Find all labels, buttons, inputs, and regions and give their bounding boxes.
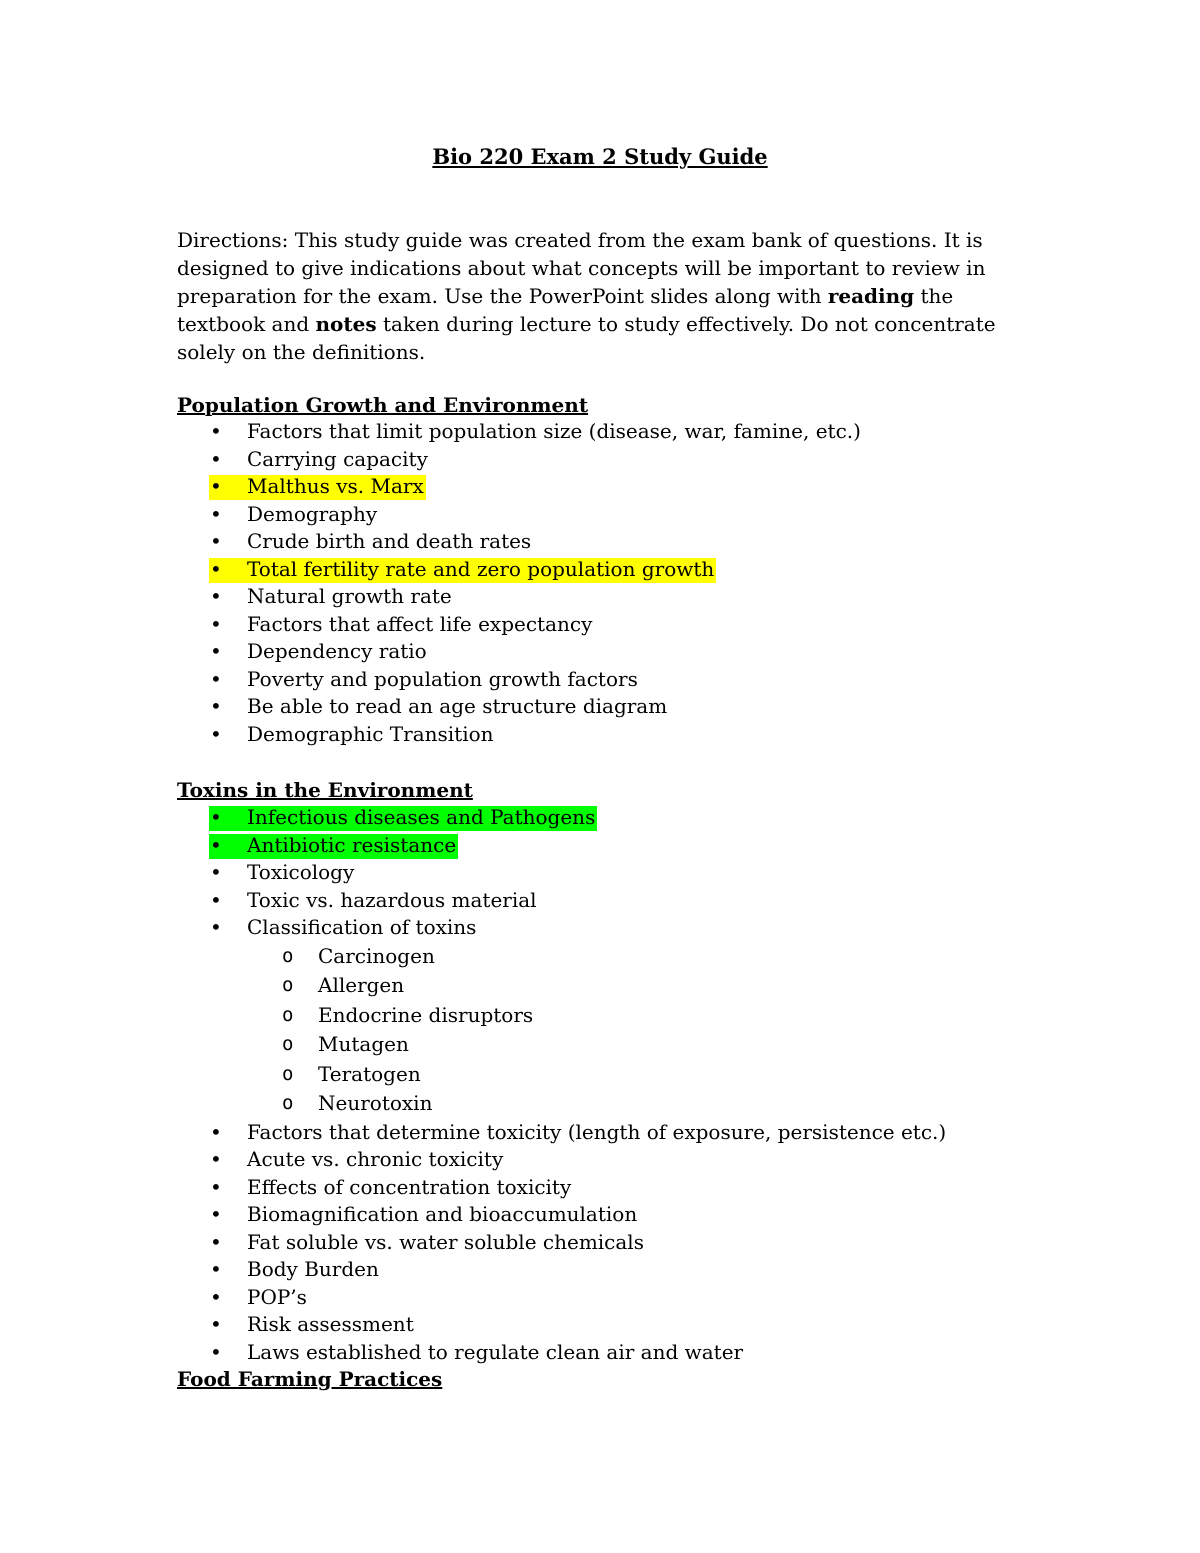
bullet-icon: • bbox=[210, 721, 222, 746]
list-item-text: Antibiotic resistance bbox=[247, 832, 457, 857]
bullet-icon: • bbox=[210, 529, 222, 553]
toxins-topic-list bbox=[0, 804, 946, 1366]
list-item bbox=[0, 556, 861, 584]
bullet-icon: • bbox=[210, 1339, 222, 1364]
list-item bbox=[0, 1174, 946, 1202]
section-heading-toxins: Toxins in the Environment bbox=[177, 778, 473, 802]
section-heading-population: Population Growth and Environment bbox=[177, 393, 589, 417]
list-item bbox=[0, 418, 861, 446]
list-item bbox=[0, 721, 861, 749]
list-item-text: Carcinogen bbox=[318, 943, 435, 968]
page-title: Bio 220 Exam 2 Study Guide bbox=[432, 144, 768, 169]
list-item bbox=[0, 638, 861, 666]
bullet-icon: • bbox=[210, 860, 222, 884]
list-item-text: Acute vs. chronic toxicity bbox=[247, 1147, 504, 1171]
bullet-icon: • bbox=[210, 1312, 222, 1336]
bullet-icon: • bbox=[210, 556, 222, 581]
list-item-text: Dependency ratio bbox=[247, 639, 427, 663]
list-item-text: Be able to read an age structure diagram bbox=[247, 694, 668, 718]
list-item-text: Body Burden bbox=[247, 1257, 379, 1281]
population-topic-list bbox=[0, 418, 861, 748]
bullet-icon: • bbox=[210, 1257, 222, 1281]
list-item bbox=[0, 611, 861, 639]
directions-text: the textbook and bbox=[177, 284, 954, 336]
section-heading-food-farming: Food Farming Practices bbox=[177, 1367, 443, 1391]
list-item-text: Allergen bbox=[318, 973, 405, 997]
directions-text: taken during lecture to study effectively. Do not concentrate solely on the definitions. bbox=[177, 312, 996, 364]
hollow-bullet-icon: o bbox=[282, 1033, 294, 1055]
bullet-icon: • bbox=[210, 419, 222, 443]
list-item-text: Fat soluble vs. water soluble chemicals bbox=[247, 1229, 644, 1254]
list-item-text: Factors that limit population size (disease, war, famine, etc.) bbox=[247, 419, 861, 443]
bullet-icon: • bbox=[210, 1119, 222, 1144]
bullet-icon: • bbox=[210, 1202, 222, 1226]
list-item bbox=[0, 887, 946, 915]
bullet-icon: • bbox=[210, 584, 222, 608]
directions-text: Directions: This study guide was created from the exam bank of questions. It is designed to give indications about what concepts will be important to review in preparation for the exam. Use the PowerPoint slides along with bbox=[177, 228, 986, 308]
sub-list-item bbox=[0, 1030, 946, 1060]
bullet-icon: • bbox=[210, 887, 222, 912]
hollow-bullet-icon: o bbox=[282, 1062, 294, 1085]
bullet-icon: • bbox=[210, 915, 222, 939]
list-item bbox=[0, 666, 861, 694]
sub-list-item bbox=[0, 942, 946, 972]
sub-list-item bbox=[0, 1060, 946, 1090]
sub-list-item bbox=[0, 1089, 946, 1119]
bullet-icon: • bbox=[210, 639, 222, 663]
list-item-text: Mutagen bbox=[318, 1032, 409, 1056]
list-item-text: Endocrine disruptors bbox=[318, 1002, 534, 1027]
list-item-text: Risk assessment bbox=[247, 1312, 414, 1336]
list-item bbox=[0, 473, 861, 501]
list-item-text: Total fertility rate and zero population growth bbox=[247, 556, 715, 581]
sub-list-item bbox=[0, 1001, 946, 1031]
list-item-text: Crude birth and death rates bbox=[247, 529, 532, 553]
list-item-text: Natural growth rate bbox=[247, 584, 452, 608]
list-item bbox=[0, 832, 946, 860]
bullet-icon: • bbox=[210, 1147, 222, 1171]
directions-bold-notes: notes bbox=[315, 312, 377, 336]
list-item-text: Toxic vs. hazardous material bbox=[247, 887, 537, 912]
bullet-icon: • bbox=[210, 1229, 222, 1254]
list-item-text: Malthus vs. Marx bbox=[247, 474, 424, 498]
bullet-icon: • bbox=[210, 1284, 222, 1309]
list-item bbox=[0, 446, 861, 474]
list-item bbox=[0, 1201, 946, 1229]
directions-paragraph bbox=[177, 226, 997, 366]
list-item-text: Demography bbox=[247, 501, 378, 526]
list-item-text: Carrying capacity bbox=[247, 446, 428, 471]
list-item-text: Factors that affect life expectancy bbox=[247, 611, 593, 636]
bullet-icon: • bbox=[210, 611, 222, 636]
bullet-icon: • bbox=[210, 805, 222, 829]
list-item-text: Infectious diseases and Pathogens bbox=[247, 805, 596, 829]
hollow-bullet-icon: o bbox=[282, 974, 294, 996]
list-item-text: Neurotoxin bbox=[318, 1091, 433, 1115]
list-item bbox=[0, 583, 861, 611]
list-item-text: Effects of concentration toxicity bbox=[247, 1174, 572, 1199]
bullet-icon: • bbox=[210, 446, 222, 471]
list-item bbox=[0, 914, 946, 942]
list-item bbox=[0, 1146, 946, 1174]
hollow-bullet-icon: o bbox=[282, 1092, 294, 1114]
bullet-icon: • bbox=[210, 501, 222, 526]
hollow-bullet-icon: o bbox=[282, 1003, 294, 1026]
sub-list-item bbox=[0, 971, 946, 1001]
list-item-text: POP’s bbox=[247, 1284, 307, 1309]
bullet-icon: • bbox=[210, 474, 222, 498]
list-item-text: Demographic Transition bbox=[247, 721, 494, 746]
list-item bbox=[0, 501, 861, 529]
list-item-text: Teratogen bbox=[318, 1061, 421, 1086]
list-item bbox=[0, 804, 946, 832]
list-item bbox=[0, 1311, 946, 1339]
list-item-text: Toxicology bbox=[247, 860, 355, 884]
list-item-text: Poverty and population growth factors bbox=[247, 666, 638, 691]
bullet-icon: • bbox=[210, 666, 222, 691]
list-item bbox=[0, 693, 861, 721]
bullet-icon: • bbox=[210, 694, 222, 718]
list-item bbox=[0, 528, 861, 556]
list-item-text: Classification of toxins bbox=[247, 915, 477, 939]
list-item bbox=[0, 1284, 946, 1312]
list-item-text: Laws established to regulate clean air and water bbox=[247, 1339, 744, 1364]
list-item bbox=[0, 1256, 946, 1284]
list-item-text: Biomagnification and bioaccumulation bbox=[247, 1202, 638, 1226]
list-item bbox=[0, 1229, 946, 1257]
list-item bbox=[0, 1119, 946, 1147]
list-item bbox=[0, 859, 946, 887]
list-item bbox=[0, 1339, 946, 1367]
directions-bold-reading: reading bbox=[827, 284, 915, 308]
bullet-icon: • bbox=[210, 832, 222, 857]
hollow-bullet-icon: o bbox=[282, 944, 294, 967]
bullet-icon: • bbox=[210, 1174, 222, 1199]
list-item-text: Factors that determine toxicity (length of exposure, persistence etc.) bbox=[247, 1119, 947, 1144]
